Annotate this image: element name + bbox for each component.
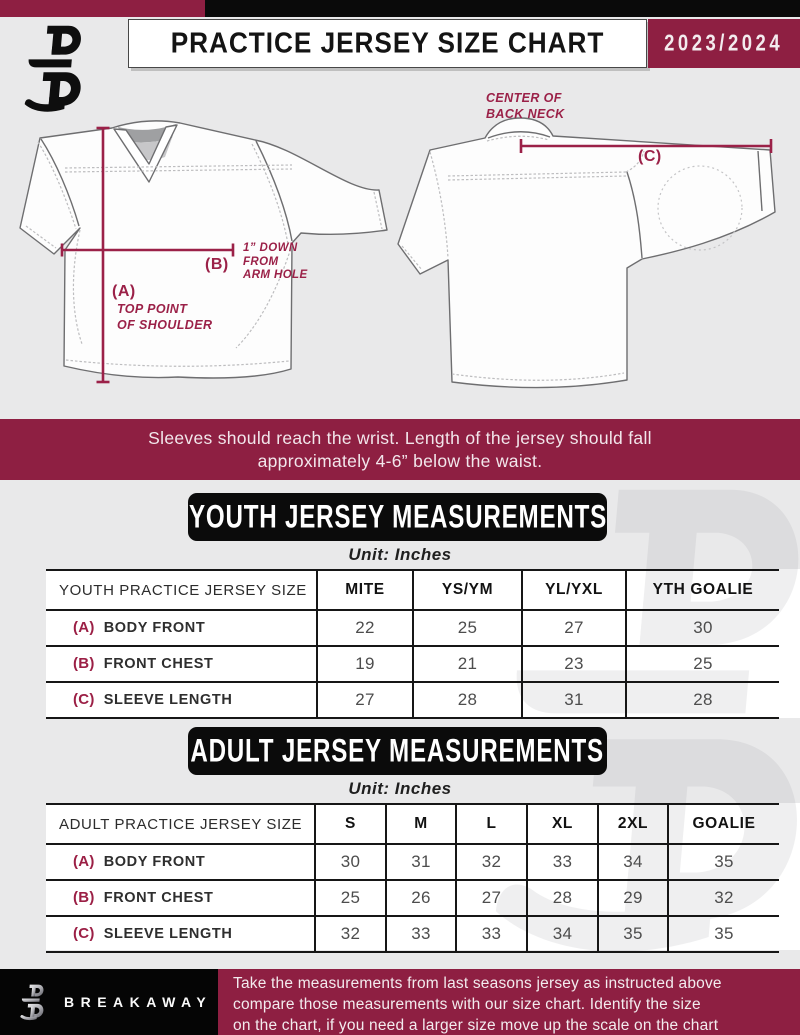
adult-section-title: ADULT JERSEY MEASUREMENTS (190, 732, 605, 769)
footer-instructions-line1: Take the measurements from last seasons jersey as instructed above (233, 975, 722, 992)
table-row-front-chest (46, 646, 779, 682)
column-header-goalie: GOALIE (668, 804, 779, 844)
cell-value: 31 (386, 844, 456, 880)
footer-instructions-line3: on the chart, if you need a larger size move up the scale on the chart (233, 1017, 719, 1034)
cell-value: 27 (522, 610, 626, 646)
season-label: 2023/2024 (664, 30, 784, 56)
label-a: (A) (112, 283, 136, 300)
row-key: (C) (73, 691, 95, 708)
column-header-2xl: 2XL (598, 804, 668, 844)
row-label: BODY FRONT (103, 854, 206, 870)
cell-value: 19 (317, 646, 413, 682)
adult-size-table (46, 803, 779, 953)
cell-value: 32 (668, 880, 779, 916)
cell-value: 27 (317, 682, 413, 718)
cell-value: 33 (456, 916, 527, 952)
footer-instructions (218, 969, 800, 1035)
page-title: PRACTICE JERSEY SIZE CHART (170, 27, 605, 59)
youth-size-table (46, 569, 779, 719)
cell-value: 31 (522, 682, 626, 718)
row-label: SLEEVE LENGTH (103, 692, 233, 708)
season-badge (648, 19, 800, 68)
cell-value: 27 (456, 880, 527, 916)
cell-value: 28 (626, 682, 779, 718)
label-c-description: CENTER OF BACK NECK (486, 91, 565, 121)
adult-table-header-row (46, 804, 779, 844)
adult-unit-label: Unit: Inches (348, 779, 452, 798)
youth-section-title: YOUTH JERSEY MEASUREMENTS (188, 498, 607, 535)
row-key: (B) (73, 889, 95, 906)
table-row-body-front (46, 844, 779, 880)
jersey-front-diagram (8, 100, 408, 405)
column-header-yth-goalie: YTH GOALIE (626, 570, 779, 610)
cell-value: 35 (598, 916, 668, 952)
cell-value: 35 (668, 916, 779, 952)
column-header-xl: XL (527, 804, 598, 844)
row-label: FRONT CHEST (103, 890, 214, 906)
column-header-m: M (386, 804, 456, 844)
top-accent-bar-maroon (0, 0, 205, 17)
row-label: SLEEVE LENGTH (103, 926, 233, 942)
cell-value: 22 (317, 610, 413, 646)
cell-value: 34 (527, 916, 598, 952)
cell-value: 33 (386, 916, 456, 952)
table-row-sleeve-length (46, 916, 779, 952)
cell-value: 25 (413, 610, 522, 646)
cell-value: 34 (598, 844, 668, 880)
column-header-ysym: YS/YM (413, 570, 522, 610)
youth-size-column-header: YOUTH PRACTICE JERSEY SIZE (46, 570, 317, 610)
cell-value: 21 (413, 646, 522, 682)
column-header-ylyxl: YL/YXL (522, 570, 626, 610)
label-b-description: 1” DOWN FROM ARM HOLE (243, 242, 308, 281)
label-b: (B) (205, 256, 229, 273)
youth-table-header-row (46, 570, 779, 610)
breakaway-logo-icon (20, 982, 53, 1023)
adult-section-title-box (188, 727, 607, 775)
cell-value: 29 (598, 880, 668, 916)
row-label: BODY FRONT (103, 620, 206, 636)
page-title-box (128, 19, 647, 68)
row-label: FRONT CHEST (103, 656, 214, 672)
row-key: (A) (73, 853, 95, 870)
cell-value: 32 (456, 844, 527, 880)
youth-section-title-box (188, 493, 607, 541)
cell-value: 23 (522, 646, 626, 682)
label-a-description: TOP POINT OF SHOULDER (117, 302, 213, 332)
row-key: (B) (73, 655, 95, 672)
fit-note-line2: approximately 4-6” below the waist. (257, 451, 543, 471)
column-header-l: L (456, 804, 527, 844)
column-header-mite: MITE (317, 570, 413, 610)
youth-unit-label: Unit: Inches (348, 545, 452, 564)
cell-value: 28 (413, 682, 522, 718)
cell-value: 25 (315, 880, 386, 916)
cell-value: 35 (668, 844, 779, 880)
table-row-front-chest (46, 880, 779, 916)
footer-brand-area (0, 969, 218, 1035)
top-accent-bar-black (205, 0, 800, 17)
row-key: (C) (73, 925, 95, 942)
table-row-sleeve-length (46, 682, 779, 718)
cell-value: 28 (527, 880, 598, 916)
row-key: (A) (73, 619, 95, 636)
fit-note-banner (0, 419, 800, 480)
cell-value: 32 (315, 916, 386, 952)
cell-value: 30 (626, 610, 779, 646)
label-c: (C) (638, 148, 662, 165)
column-header-s: S (315, 804, 386, 844)
adult-size-column-header: ADULT PRACTICE JERSEY SIZE (46, 804, 315, 844)
footer-instructions-line2: compare those measurements with our size chart. Identify the size (233, 996, 701, 1013)
cell-value: 33 (527, 844, 598, 880)
cell-value: 25 (626, 646, 779, 682)
brand-wordmark: BREAKAWAY (64, 994, 213, 1010)
jersey-back-diagram (396, 92, 800, 405)
table-row-body-front (46, 610, 779, 646)
cell-value: 26 (386, 880, 456, 916)
fit-note-line1: Sleeves should reach the wrist. Length of the jersey should fall (148, 428, 652, 448)
cell-value: 30 (315, 844, 386, 880)
